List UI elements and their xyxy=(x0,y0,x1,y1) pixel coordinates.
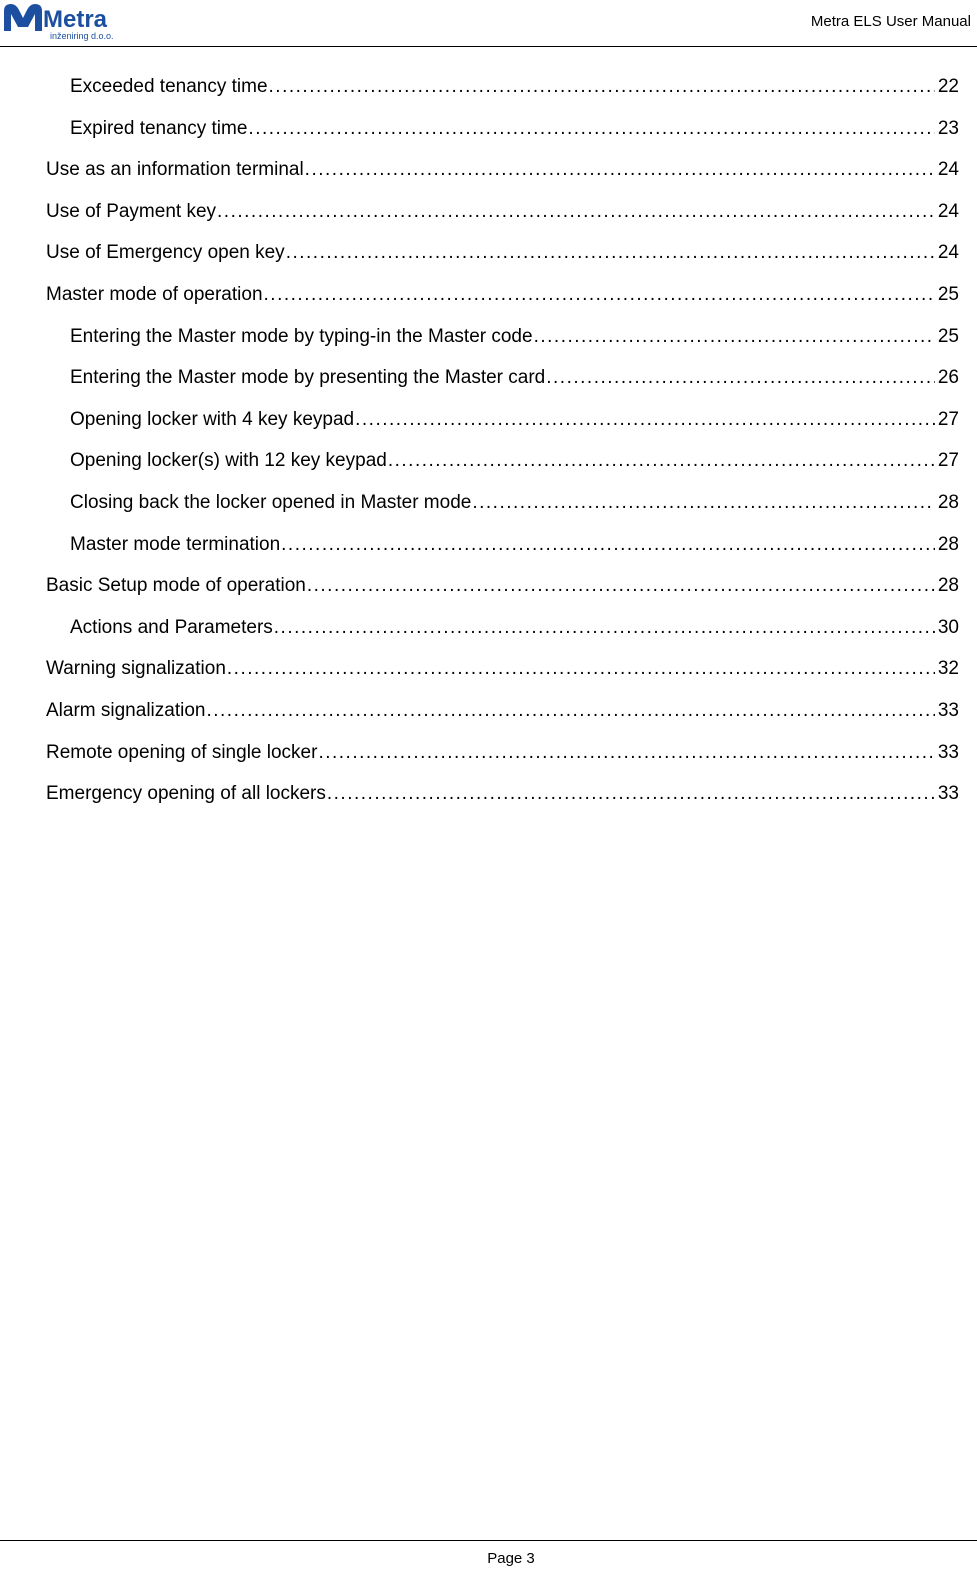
toc-entry-title: Master mode termination xyxy=(70,533,281,555)
toc-entry-page: 28 xyxy=(937,575,959,597)
logo-m-mark xyxy=(4,4,42,31)
toc-entry-page: 28 xyxy=(937,491,959,513)
toc-entry-title: Opening locker(s) with 12 key keypad xyxy=(70,450,387,472)
toc-entry[interactable] xyxy=(46,232,959,274)
toc-dot-leader xyxy=(355,399,935,441)
toc-entry-page: 25 xyxy=(937,325,959,347)
toc-dot-leader xyxy=(217,191,935,233)
metra-logo xyxy=(2,1,132,43)
toc-entry[interactable] xyxy=(46,690,959,732)
toc-entry-page: 30 xyxy=(937,616,959,638)
toc-entry-title: Remote opening of single locker xyxy=(46,741,318,763)
toc-entry-page: 23 xyxy=(937,117,959,139)
toc-entry-title: Entering the Master mode by presenting the Master card xyxy=(70,367,546,389)
toc-entry-title: Actions and Parameters xyxy=(70,616,273,638)
toc-entry-title: Basic Setup mode of operation xyxy=(46,575,306,597)
toc-entry[interactable] xyxy=(46,108,959,150)
toc-dot-leader xyxy=(269,66,935,108)
toc-dot-leader xyxy=(472,482,935,524)
toc-dot-leader xyxy=(264,274,935,316)
logo-subtitle: inženiring d.o.o. xyxy=(50,31,114,41)
toc-dot-leader xyxy=(534,316,935,358)
toc-entry-page: 22 xyxy=(937,76,959,97)
toc-entry-page: 32 xyxy=(937,658,959,680)
toc-entry-title: Alarm signalization xyxy=(46,699,206,721)
toc-entry-title: Warning signalization xyxy=(46,658,226,680)
toc-entry-page: 33 xyxy=(937,699,959,721)
page-number: Page 3 xyxy=(487,1550,535,1567)
toc-dot-leader xyxy=(318,732,934,774)
logo-wordmark: Metra xyxy=(43,6,108,33)
toc-entry-page: 27 xyxy=(937,408,959,430)
toc-entry[interactable] xyxy=(46,648,959,690)
toc-entry-title: Use as an information terminal xyxy=(46,159,304,181)
toc-entry-title: Emergency opening of all lockers xyxy=(46,783,326,805)
toc-entry[interactable] xyxy=(46,149,959,191)
footer-rule xyxy=(0,1540,977,1541)
toc-entry-page: 24 xyxy=(937,200,959,222)
toc-entry[interactable] xyxy=(46,524,959,566)
toc-entry-title: Entering the Master mode by typing-in the Master code xyxy=(70,325,533,347)
toc-dot-leader xyxy=(388,440,935,482)
toc-dot-leader xyxy=(546,357,935,399)
toc-entry-page: 33 xyxy=(937,783,959,805)
toc-entry-title: Opening locker with 4 key keypad xyxy=(70,408,355,430)
toc-entry-title: Closing back the locker opened in Master mode xyxy=(70,491,472,513)
toc-dot-leader xyxy=(286,232,935,274)
table-of-contents xyxy=(46,66,959,815)
toc-dot-leader xyxy=(305,149,935,191)
toc-entry[interactable] xyxy=(46,316,959,358)
page-header xyxy=(0,0,977,47)
toc-entry[interactable] xyxy=(46,357,959,399)
toc-entry-title: Expired tenancy time xyxy=(70,117,248,139)
toc-entry[interactable] xyxy=(46,66,959,108)
toc-entry-page: 33 xyxy=(937,741,959,763)
toc-entry-page: 25 xyxy=(937,283,959,305)
toc-entry[interactable] xyxy=(46,399,959,441)
toc-dot-leader xyxy=(307,565,935,607)
toc-entry-title: Use of Payment key xyxy=(46,200,217,222)
toc-entry[interactable] xyxy=(46,565,959,607)
toc-dot-leader xyxy=(206,690,934,732)
toc-dot-leader xyxy=(248,108,934,150)
toc-entry-page: 27 xyxy=(937,450,959,472)
toc-dot-leader xyxy=(227,648,935,690)
toc-entry[interactable] xyxy=(46,607,959,649)
toc-entry-title: Use of Emergency open key xyxy=(46,242,285,264)
toc-entry-page: 24 xyxy=(937,159,959,181)
toc-dot-leader xyxy=(327,773,935,815)
toc-entry-title: Exceeded tenancy time xyxy=(70,76,268,97)
toc-dot-leader xyxy=(281,524,935,566)
toc-entry-page: 28 xyxy=(937,533,959,555)
toc-entry-page: 24 xyxy=(937,242,959,264)
document-title: Metra ELS User Manual xyxy=(810,13,971,30)
toc-entry[interactable] xyxy=(46,773,959,815)
toc-entry[interactable] xyxy=(46,191,959,233)
toc-dot-leader xyxy=(274,607,935,649)
toc-entry[interactable] xyxy=(46,482,959,524)
toc-entry-page: 26 xyxy=(937,367,959,389)
toc-entry-title: Master mode of operation xyxy=(46,283,263,305)
toc-entry[interactable] xyxy=(46,274,959,316)
toc-entry[interactable] xyxy=(46,732,959,774)
toc-entry[interactable] xyxy=(46,440,959,482)
